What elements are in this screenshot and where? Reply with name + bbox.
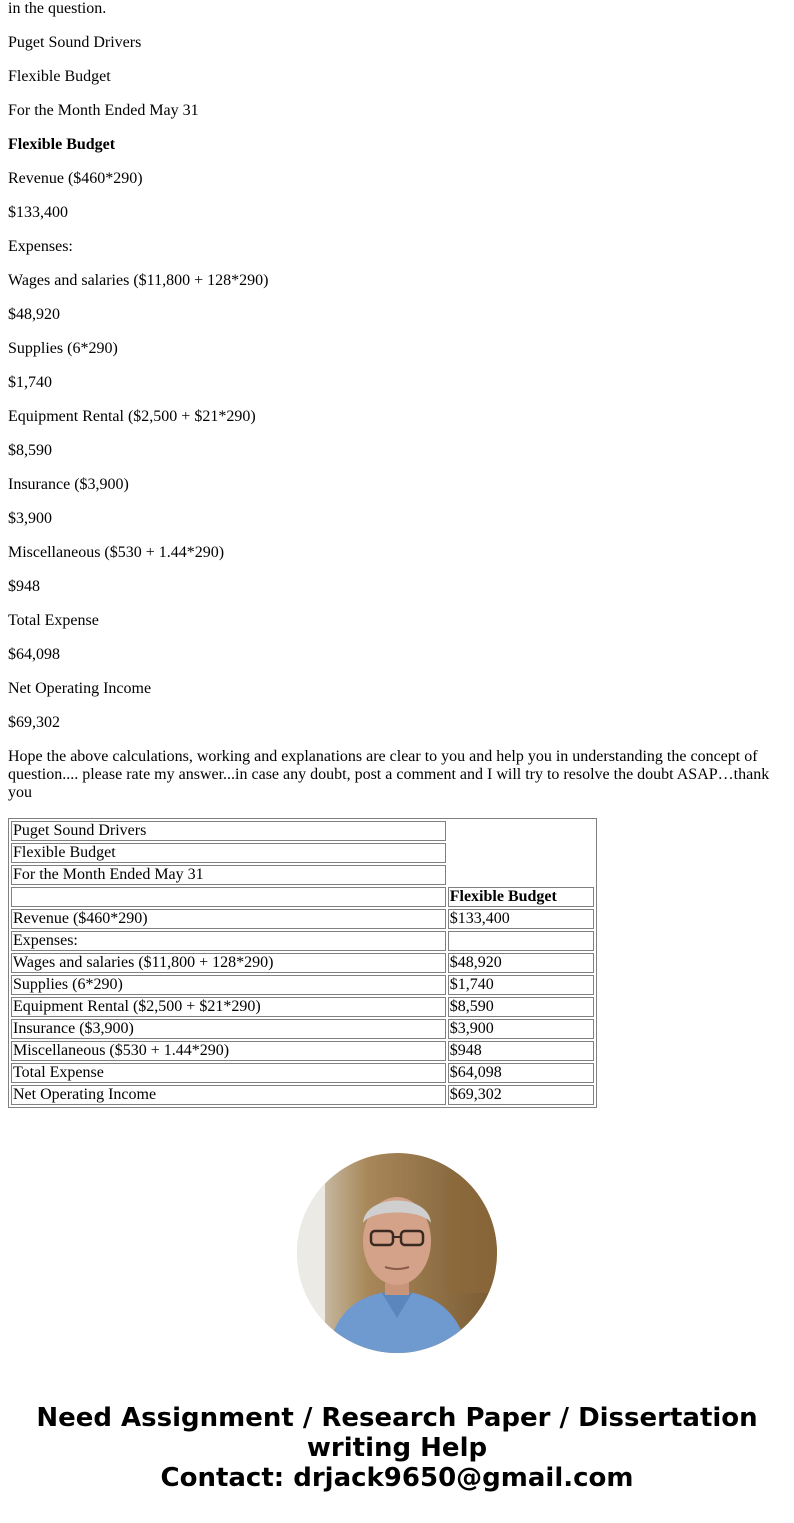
table-cell-value: $133,400 xyxy=(448,909,594,929)
table-row xyxy=(11,975,594,995)
table-row xyxy=(11,1085,594,1105)
closing-text: Hope the above calculations, working and explanations are clear to you and help you in understanding the concept of question.... please rate my answer...in case any doubt, post a comment and I will try to resolve the doubt ASAP…thank you xyxy=(8,748,770,801)
table-cell-value: $8,590 xyxy=(448,997,594,1017)
line-wages-value: $48,920 xyxy=(8,306,60,323)
table-title-report: Flexible Budget xyxy=(11,843,446,863)
table-cell-value: $3,900 xyxy=(448,1019,594,1039)
promo-headline: Need Assignment / Research Paper / Dissertation writing Help xyxy=(36,1403,758,1463)
line-total-expense-label: Total Expense xyxy=(8,612,99,629)
table-row xyxy=(11,1041,594,1061)
line-heading: Flexible Budget xyxy=(8,136,116,153)
table-row xyxy=(11,887,594,907)
table-cell-value: $1,740 xyxy=(448,975,594,995)
line-insurance-value: $3,900 xyxy=(8,510,52,527)
promo-banner xyxy=(0,1403,794,1493)
table-cell-label: Miscellaneous ($530 + 1.44*290) xyxy=(11,1041,446,1061)
table-row xyxy=(11,1019,594,1039)
flexible-budget-table xyxy=(8,818,597,1108)
line-insurance-label: Insurance ($3,900) xyxy=(8,476,129,493)
author-avatar xyxy=(297,1153,497,1353)
table-cell-value xyxy=(448,931,594,951)
promo-contact: Contact: drjack9650@gmail.com xyxy=(160,1463,634,1493)
table-cell-value: $948 xyxy=(448,1041,594,1061)
table-blank-cell xyxy=(448,821,594,885)
table-row xyxy=(11,909,594,929)
table-header-empty xyxy=(11,887,446,907)
line-report: Flexible Budget xyxy=(8,68,111,85)
line-expenses-label: Expenses: xyxy=(8,238,73,255)
table-cell-label: Net Operating Income xyxy=(11,1085,446,1105)
intro-text: in the question. xyxy=(8,0,107,17)
table-cell-label: Expenses: xyxy=(11,931,446,951)
line-supplies-value: $1,740 xyxy=(8,374,52,391)
table-cell-label: Equipment Rental ($2,500 + $21*290) xyxy=(11,997,446,1017)
table-cell-label: Insurance ($3,900) xyxy=(11,1019,446,1039)
table-cell-value: $69,302 xyxy=(448,1085,594,1105)
line-supplies-label: Supplies (6*290) xyxy=(8,340,118,357)
line-misc-value: $948 xyxy=(8,578,40,595)
table-cell-label: Total Expense xyxy=(11,1063,446,1083)
table-row xyxy=(11,1063,594,1083)
author-portrait-image xyxy=(297,1153,497,1353)
line-noi-value: $69,302 xyxy=(8,714,60,731)
line-noi-label: Net Operating Income xyxy=(8,680,152,697)
line-period: For the Month Ended May 31 xyxy=(8,102,199,119)
line-misc-label: Miscellaneous ($530 + 1.44*290) xyxy=(8,544,225,561)
line-total-expense-value: $64,098 xyxy=(8,646,60,663)
table-row xyxy=(11,953,594,973)
table-header-flexible-budget: Flexible Budget xyxy=(448,887,594,907)
table-row xyxy=(11,931,594,951)
table-cell-value: $64,098 xyxy=(448,1063,594,1083)
table-row xyxy=(11,821,594,841)
line-revenue-value: $133,400 xyxy=(8,204,68,221)
line-company: Puget Sound Drivers xyxy=(8,34,142,51)
line-revenue-label: Revenue ($460*290) xyxy=(8,170,143,187)
line-equipment-label: Equipment Rental ($2,500 + $21*290) xyxy=(8,408,256,425)
table-cell-value: $48,920 xyxy=(448,953,594,973)
table-title-period: For the Month Ended May 31 xyxy=(11,865,446,885)
answer-content xyxy=(8,0,784,1108)
table-row xyxy=(11,997,594,1017)
table-cell-label: Supplies (6*290) xyxy=(11,975,446,995)
table-title-company: Puget Sound Drivers xyxy=(11,821,446,841)
line-equipment-value: $8,590 xyxy=(8,442,52,459)
table-cell-label: Revenue ($460*290) xyxy=(11,909,446,929)
line-wages-label: Wages and salaries ($11,800 + 128*290) xyxy=(8,272,269,289)
table-cell-label: Wages and salaries ($11,800 + 128*290) xyxy=(11,953,446,973)
